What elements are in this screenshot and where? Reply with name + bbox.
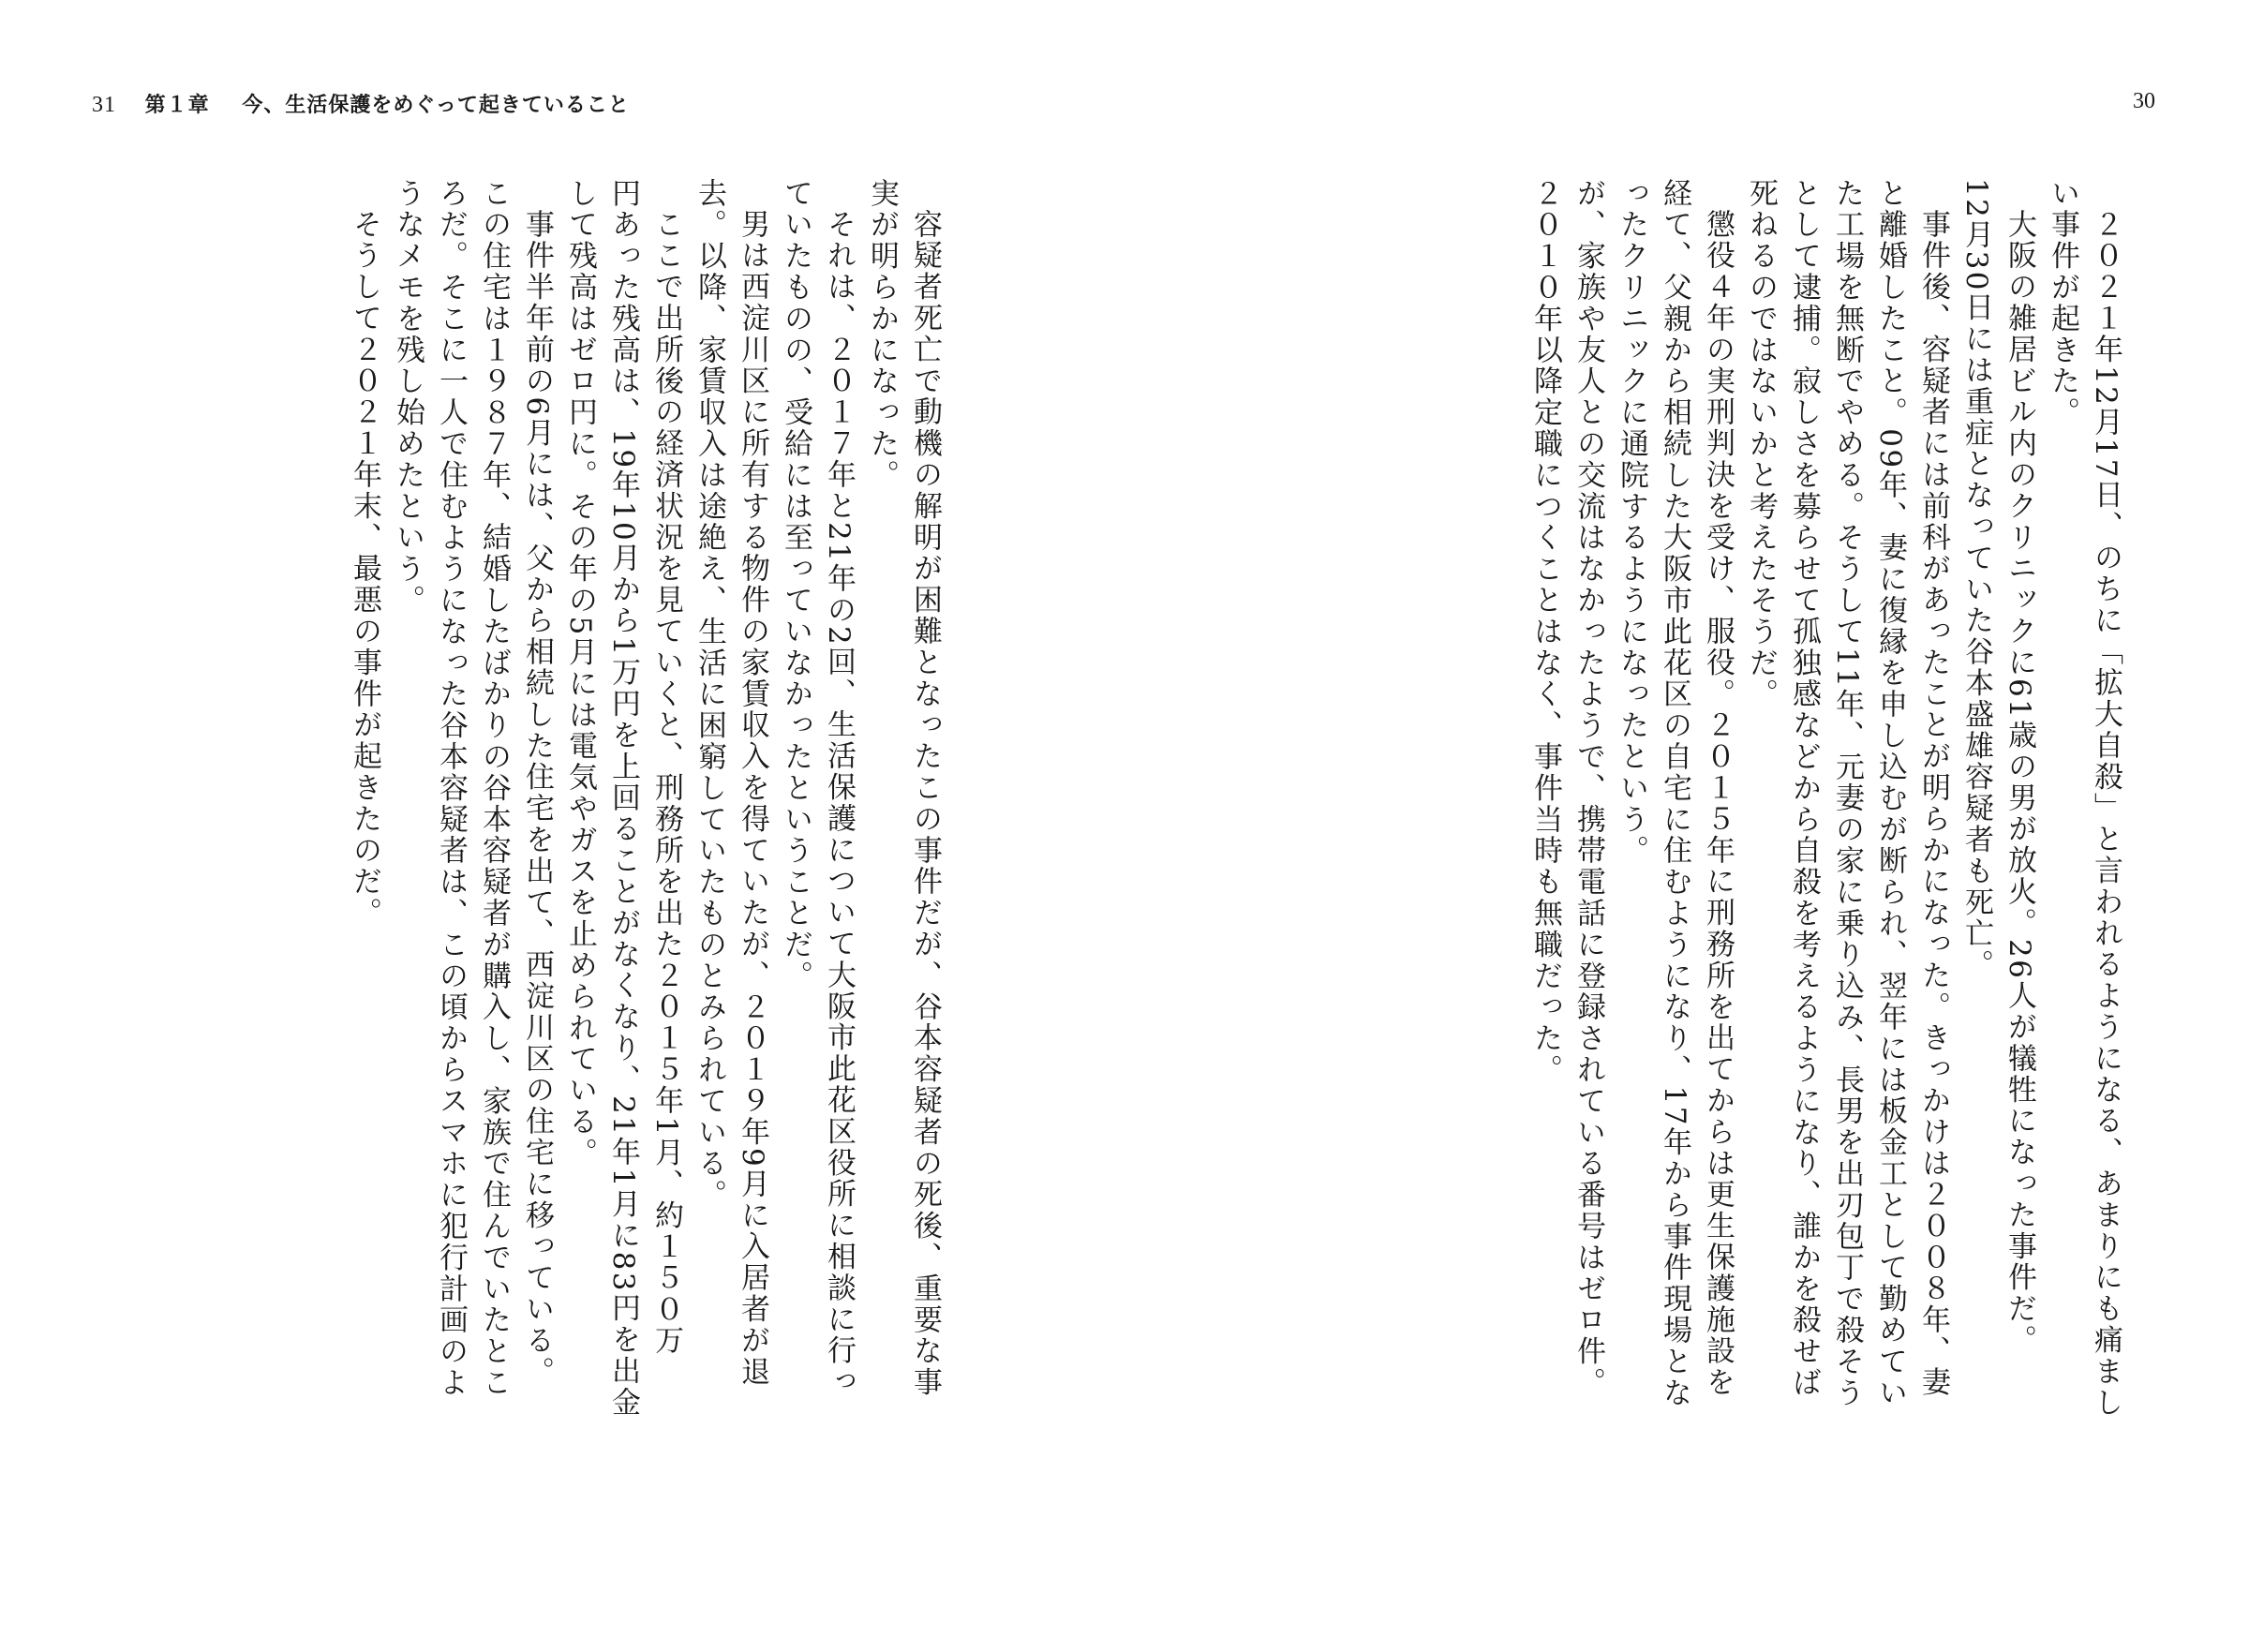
text-column: い事件が起きた。 xyxy=(2046,178,2079,429)
text-column: 容疑者死亡で動機の解明が困難となったこの事件だが、谷本容疑者の死後、重要な事 xyxy=(908,209,942,1399)
right-page-body xyxy=(1246,178,2127,1509)
left-page-body xyxy=(103,178,946,1509)
text-column: が、家族や友人との交流はなかったようで、携帯電話に登録されている番号はゼロ件。 xyxy=(1571,178,1605,1399)
chapter-label: 第１章 xyxy=(144,94,210,117)
text-column: 実が明らかになった。 xyxy=(865,178,899,491)
chapter-title: 今、生活保護をめぐって起きていること xyxy=(242,94,630,117)
text-column: ったクリニックに通院するようになったという。 xyxy=(1615,178,1648,867)
text-column: と離婚したこと。09年、妻に復縁を申し込むが断られ、翌年には板金工として勤めてい xyxy=(1873,178,1907,1409)
text-column: 12月30日には重症となっていた谷本盛雄容疑者も死亡。 xyxy=(1959,178,1993,981)
text-column: 去。以降、家賃収入は途絶え、生活に困窮していたものとみられている。 xyxy=(693,178,726,1212)
text-column: 経て、父親から相続した大阪市此花区の自宅に住むようになり、17年から事件現場とな xyxy=(1658,178,1691,1409)
right-page-number: 30 xyxy=(2133,89,2155,113)
text-column: ここで出所後の経済状況を見ていくと、刑務所を出た２０１５年1月、約１５０万 xyxy=(649,209,683,1357)
text-column: た工場を無断でやめる。そうして11年、元妻の家に乗り込み、長男を出刃包丁で殺そう xyxy=(1830,178,1864,1409)
text-column: それは、２０１７年と21年の2回、生活保護について大阪市此花区役所に相談に行っ xyxy=(822,209,856,1398)
left-page-number: 31 xyxy=(92,93,116,117)
running-header-left xyxy=(92,89,630,118)
text-column: ていたものの、受給には至っていなかったということだ。 xyxy=(779,178,812,992)
text-column: 円あった残高は、19年10月から1万円を上回ることがなくなり、21年1月に83円を出金 xyxy=(606,178,640,1419)
text-column: 大阪の雑居ビル内のクリニックに61歳の男が放火。26人が犠牲になった事件だ。 xyxy=(2003,209,2036,1357)
text-column: 事件後、容疑者には前科があったことが明らかになった。きっかけは２００８年、妻 xyxy=(1916,209,1950,1399)
text-column: この住宅は１９８７年、結婚したばかりの谷本容疑者が購入し、家族で住んでいたとこ xyxy=(477,178,511,1399)
text-column: 死ねるのではないかと考えたそうだ。 xyxy=(1744,178,1778,710)
text-column: して残高はゼロ円に。その年の5月には電気やガスを止められている。 xyxy=(563,178,597,1169)
text-column: ２０１０年以降定職につくことはなく、事件当時も無職だった。 xyxy=(1528,178,1562,1086)
text-column: 事件半年前の6月には、父から相続した住宅を出て、西淀川区の住宅に移っている。 xyxy=(520,209,554,1388)
text-column: 懲役４年の実刑判決を受け、服役。２０１５年に刑務所を出てからは更生保護施設を xyxy=(1701,209,1735,1399)
text-column: として逮捕。寂しさを募らせて孤独感などから自殺を考えるようになり、誰かを殺せば xyxy=(1787,178,1821,1399)
text-column: うなメモを残し始めたという。 xyxy=(391,178,424,617)
text-column: そうして２０２１年末、最悪の事件が起きたのだ。 xyxy=(348,209,381,930)
text-column: ２０２１年12月17日、のちに「拡大自殺」と言われるようになる、あまりにも痛まし xyxy=(2089,209,2122,1419)
text-column: ろだ。そこに一人で住むようになった谷本容疑者は、この頃からスマホに犯行計画のよ xyxy=(434,178,468,1399)
text-column: 男は西淀川区に所有する物件の家賃収入を得ていたが、２０１９年9月に入居者が退 xyxy=(736,209,769,1388)
